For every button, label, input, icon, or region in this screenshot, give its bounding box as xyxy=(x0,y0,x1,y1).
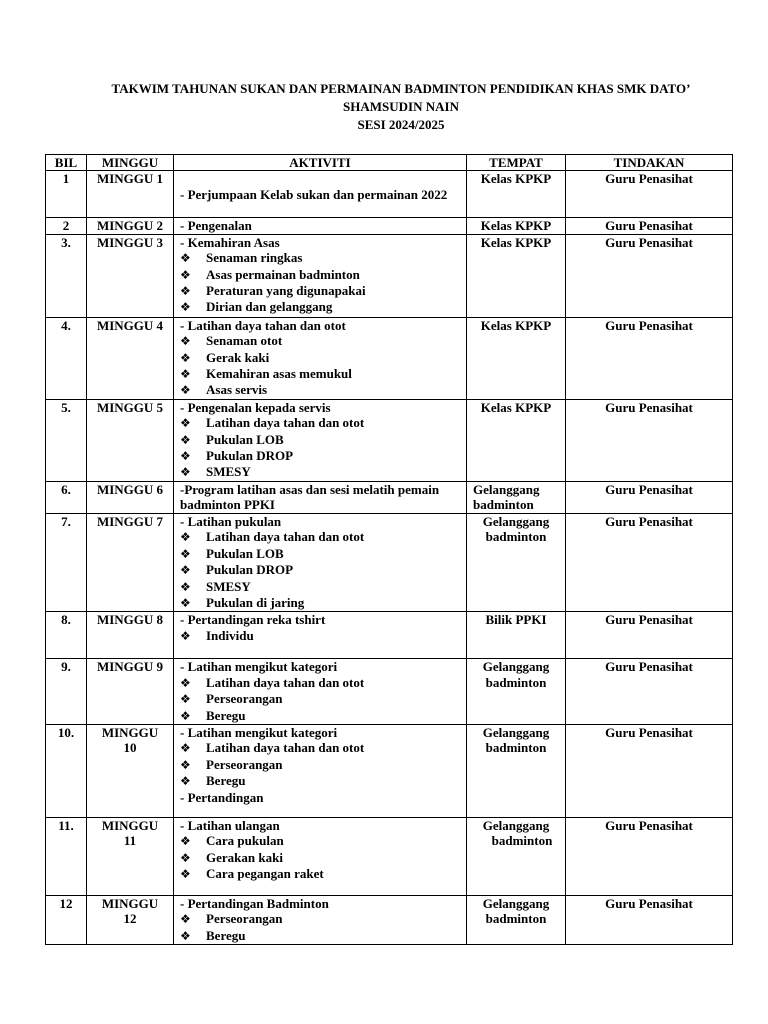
cell-bil: 6. xyxy=(46,481,87,513)
list-item: ❖ Latihan daya tahan dan otot xyxy=(180,529,365,545)
cell-tindakan: Guru Penasihat xyxy=(566,218,733,234)
diamond-bullet-icon: ❖ xyxy=(180,675,191,690)
diamond-bullet-icon: ❖ xyxy=(180,741,191,756)
cell-tempat xyxy=(467,659,566,725)
cell-tempat xyxy=(467,513,566,611)
diamond-bullet-icon: ❖ xyxy=(180,579,191,594)
table-row xyxy=(46,481,733,513)
table-row xyxy=(46,659,733,725)
cell-aktiviti: - Perjumpaan Kelab sukan dan permainan 2022 xyxy=(174,171,467,218)
cell-aktiviti xyxy=(174,513,467,611)
schedule-table xyxy=(45,154,733,945)
list-item: ❖ Asas permainan badminton xyxy=(180,266,360,282)
cell-minggu: MINGGU 4 xyxy=(87,317,174,399)
tempat-line: badminton xyxy=(491,833,553,849)
cell-tindakan: Guru Penasihat xyxy=(566,317,733,399)
diamond-bullet-icon: ❖ xyxy=(180,334,191,349)
activity-heading: - Latihan ulangan xyxy=(180,817,280,833)
list-item: ❖ SMESY xyxy=(180,578,251,594)
diamond-bullet-icon: ❖ xyxy=(180,267,191,282)
diamond-bullet-icon: ❖ xyxy=(180,595,191,610)
cell-minggu: MINGGU 3 xyxy=(87,234,174,317)
cell-tempat xyxy=(467,481,566,513)
cell-minggu: MINGGU 5 xyxy=(87,399,174,481)
cell-bil: 12 xyxy=(46,895,87,944)
cell-tindakan: Guru Penasihat xyxy=(566,399,733,481)
list-item: ❖ Latihan daya tahan dan otot xyxy=(180,674,365,690)
cell-bil: 2 xyxy=(46,218,87,234)
activity-heading: - Pertandingan reka tshirt xyxy=(180,612,326,628)
activity-heading: - Latihan mengikut kategori xyxy=(180,659,338,675)
header-minggu: MINGGU xyxy=(87,155,174,171)
diamond-bullet-icon: ❖ xyxy=(180,834,191,849)
tempat-line: Gelanggang xyxy=(482,659,550,675)
cell-tindakan: Guru Penasihat xyxy=(566,481,733,513)
cell-tempat: Kelas KPKP xyxy=(467,218,566,234)
list-item: ❖ Gerak kaki xyxy=(180,349,270,365)
diamond-bullet-icon: ❖ xyxy=(180,350,191,365)
cell-minggu: MINGGU 6 xyxy=(87,481,174,513)
cell-tindakan: Guru Penasihat xyxy=(566,895,733,944)
minggu-line: 11 xyxy=(123,833,137,849)
table-row xyxy=(46,513,733,611)
activity-heading: - Pengenalan kepada servis xyxy=(180,399,331,415)
minggu-line: 12 xyxy=(123,911,137,927)
list-item: ❖ Beregu xyxy=(180,773,246,789)
cell-aktiviti: - Pengenalan xyxy=(174,218,467,234)
title-line-2: SHAMSUDIN NAIN xyxy=(343,99,459,114)
diamond-bullet-icon: ❖ xyxy=(180,708,191,723)
diamond-bullet-icon: ❖ xyxy=(180,530,191,545)
list-item: ❖ Peraturan yang digunapakai xyxy=(180,283,366,299)
cell-tindakan: Guru Penasihat xyxy=(566,513,733,611)
activity-heading: - Latihan pukulan xyxy=(180,513,282,529)
cell-tindakan: Guru Penasihat xyxy=(566,612,733,659)
list-item: ❖ Latihan daya tahan dan otot xyxy=(180,415,365,431)
table-row xyxy=(46,234,733,317)
title-line-1: TAKWIM TAHUNAN SUKAN DAN PERMAINAN BADMINTON PENDIDIKAN KHAS SMK DATO’ xyxy=(111,81,691,96)
list-item: ❖ Dirian dan gelanggang xyxy=(180,299,333,315)
diamond-bullet-icon: ❖ xyxy=(180,251,191,266)
list-item: ❖ Gerakan kaki xyxy=(180,849,283,865)
activity-heading: - Kemahiran Asas xyxy=(180,234,280,250)
cell-bil: 8. xyxy=(46,612,87,659)
tempat-line: badminton xyxy=(485,740,547,756)
cell-aktiviti xyxy=(174,612,467,659)
diamond-bullet-icon: ❖ xyxy=(180,367,191,382)
cell-bil: 9. xyxy=(46,659,87,725)
cell-tindakan: Guru Penasihat xyxy=(566,659,733,725)
cell-aktiviti xyxy=(174,659,467,725)
table-row xyxy=(46,724,733,817)
cell-aktiviti xyxy=(174,399,467,481)
activity-followup: - Pertandingan xyxy=(180,789,264,805)
list-item: ❖ Pukulan di jaring xyxy=(180,594,305,610)
diamond-bullet-icon: ❖ xyxy=(180,912,191,927)
cell-aktiviti xyxy=(174,724,467,817)
diamond-bullet-icon: ❖ xyxy=(180,284,191,299)
list-item: ❖ Senaman otot xyxy=(180,333,283,349)
header-tempat: TEMPAT xyxy=(467,155,566,171)
list-item: ❖ Perseorangan xyxy=(180,756,283,772)
list-item: ❖ Individu xyxy=(180,627,254,643)
header-tindakan: TINDAKAN xyxy=(566,155,733,171)
diamond-bullet-icon: ❖ xyxy=(180,867,191,882)
cell-minggu: MINGGU 9 xyxy=(87,659,174,725)
list-item: ❖ Pukulan LOB xyxy=(180,431,284,447)
cell-tempat xyxy=(467,724,566,817)
diamond-bullet-icon: ❖ xyxy=(180,774,191,789)
cell-tindakan: Guru Penasihat xyxy=(566,817,733,895)
cell-tindakan: Guru Penasihat xyxy=(566,724,733,817)
tempat-line: Gelanggang xyxy=(482,513,550,529)
tempat-line: Gelanggang xyxy=(482,724,550,740)
cell-bil: 3. xyxy=(46,234,87,317)
list-item: ❖ Cara pukulan xyxy=(180,833,284,849)
list-item: ❖ SMESY xyxy=(180,464,251,480)
cell-tempat: Kelas KPKP xyxy=(467,234,566,317)
cell-aktiviti xyxy=(174,317,467,399)
cell-minggu: MINGGU 8 xyxy=(87,612,174,659)
table-row xyxy=(46,612,733,659)
table-header-row xyxy=(46,155,733,171)
cell-tempat xyxy=(467,817,566,895)
cell-aktiviti: -Program latihan asas dan sesi melatih pemain badminton PPKI xyxy=(174,481,467,513)
activity-heading: - Latihan mengikut kategori xyxy=(180,724,338,740)
list-item: ❖ Pukulan LOB xyxy=(180,545,284,561)
diamond-bullet-icon: ❖ xyxy=(180,432,191,447)
tempat-line: badminton xyxy=(473,497,534,513)
table-row xyxy=(46,171,733,218)
cell-bil: 5. xyxy=(46,399,87,481)
activity-heading: - Latihan daya tahan dan otot xyxy=(180,317,346,333)
activity-heading: - Pertandingan Badminton xyxy=(180,895,329,911)
minggu-line: 10 xyxy=(123,740,137,756)
tempat-line: badminton xyxy=(485,529,547,545)
cell-tempat: Bilik PPKI xyxy=(467,612,566,659)
cell-tempat: Kelas KPKP xyxy=(467,399,566,481)
list-item: ❖ Senaman ringkas xyxy=(180,250,303,266)
diamond-bullet-icon: ❖ xyxy=(180,300,191,315)
tempat-line: badminton xyxy=(485,911,547,927)
header-bil: BIL xyxy=(46,155,87,171)
list-item: ❖ Latihan daya tahan dan otot xyxy=(180,740,365,756)
diamond-bullet-icon: ❖ xyxy=(180,465,191,480)
diamond-bullet-icon: ❖ xyxy=(180,928,191,943)
cell-minggu xyxy=(87,724,174,817)
cell-minggu xyxy=(87,817,174,895)
header-aktiviti: AKTIVITI xyxy=(174,155,467,171)
diamond-bullet-icon: ❖ xyxy=(180,449,191,464)
tempat-line: Gelanggang xyxy=(482,817,550,833)
table-row xyxy=(46,817,733,895)
diamond-bullet-icon: ❖ xyxy=(180,383,191,398)
diamond-bullet-icon: ❖ xyxy=(180,416,191,431)
minggu-line: MINGGU xyxy=(101,724,159,740)
table-row xyxy=(46,895,733,944)
cell-aktiviti xyxy=(174,234,467,317)
cell-tempat xyxy=(467,895,566,944)
tempat-line: Gelanggang xyxy=(473,481,540,497)
list-item: ❖ Perseorangan xyxy=(180,691,283,707)
diamond-bullet-icon: ❖ xyxy=(180,546,191,561)
cell-tempat: Kelas KPKP xyxy=(467,171,566,218)
list-item: ❖ Pukulan DROP xyxy=(180,562,294,578)
cell-aktiviti xyxy=(174,895,467,944)
table-row xyxy=(46,317,733,399)
cell-bil: 11. xyxy=(46,817,87,895)
list-item: ❖ Beregu xyxy=(180,927,246,943)
cell-minggu: MINGGU 2 xyxy=(87,218,174,234)
cell-minggu xyxy=(87,895,174,944)
list-item: ❖ Kemahiran asas memukul xyxy=(180,366,352,382)
diamond-bullet-icon: ❖ xyxy=(180,628,191,643)
list-item: ❖ Perseorangan xyxy=(180,911,283,927)
diamond-bullet-icon: ❖ xyxy=(180,563,191,578)
cell-aktiviti xyxy=(174,817,467,895)
cell-bil: 4. xyxy=(46,317,87,399)
cell-bil: 1 xyxy=(46,171,87,218)
document-title xyxy=(40,80,762,134)
minggu-line: MINGGU xyxy=(101,817,159,833)
list-item: ❖ Beregu xyxy=(180,707,246,723)
title-line-3: SESI 2024/2025 xyxy=(357,117,445,132)
list-item: ❖ Cara pegangan raket xyxy=(180,866,324,882)
cell-tindakan: Guru Penasihat xyxy=(566,234,733,317)
list-item: ❖ Pukulan DROP xyxy=(180,448,294,464)
diamond-bullet-icon: ❖ xyxy=(180,692,191,707)
cell-bil: 10. xyxy=(46,724,87,817)
cell-tempat: Kelas KPKP xyxy=(467,317,566,399)
cell-minggu: MINGGU 1 xyxy=(87,171,174,218)
diamond-bullet-icon: ❖ xyxy=(180,850,191,865)
table-row xyxy=(46,218,733,234)
tempat-line: badminton xyxy=(485,674,547,690)
diamond-bullet-icon: ❖ xyxy=(180,757,191,772)
cell-tindakan: Guru Penasihat xyxy=(566,171,733,218)
minggu-line: MINGGU xyxy=(101,895,159,911)
table-row xyxy=(46,399,733,481)
tempat-line: Gelanggang xyxy=(482,895,550,911)
cell-minggu: MINGGU 7 xyxy=(87,513,174,611)
list-item: ❖ Asas servis xyxy=(180,382,268,398)
cell-bil: 7. xyxy=(46,513,87,611)
